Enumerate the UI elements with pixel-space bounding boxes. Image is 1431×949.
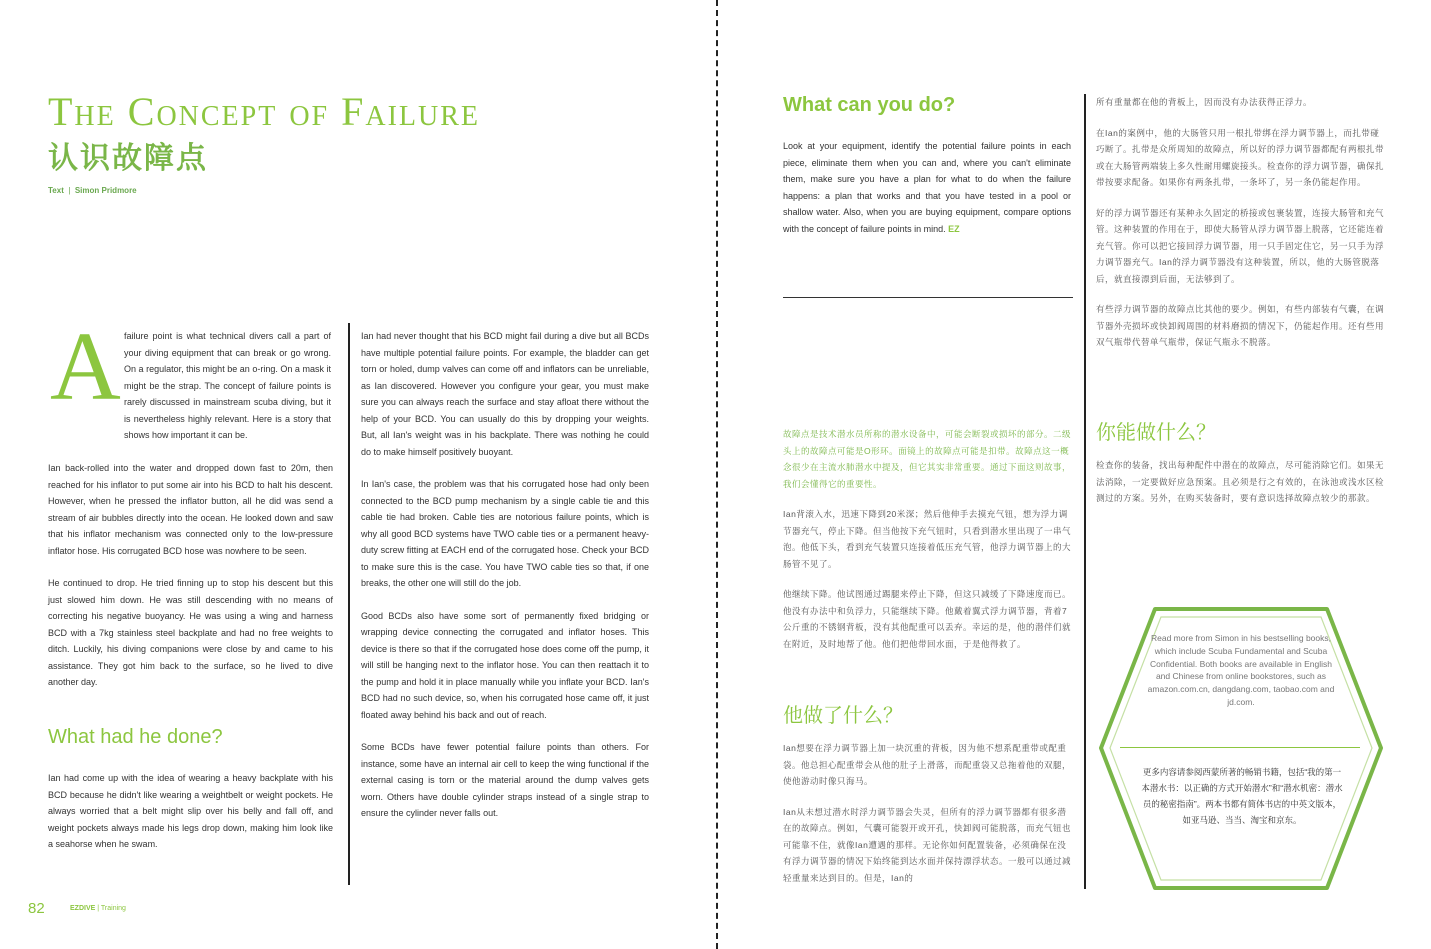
heading-what-can-you-do: What can you do? bbox=[783, 94, 956, 116]
byline-author: Simon Pridmore bbox=[74, 186, 137, 195]
paragraph-zh: Ian想要在浮力调节器上加一块沉重的背板，因为他不想系配重带或配重袋。他总担心配重带会从他的肚子上滑落，而配重袋又总拖着他的双腿，使他游动时像只海马。 bbox=[783, 743, 1072, 786]
chinese-column-1 bbox=[783, 426, 1071, 666]
paragraph: Good BCDs also have some sort of permanently fixed bridging or wrapping device connecting the corrugated and inflator hoses. This device is there so that if the corrugated hose does come off the pump, it will still be hanging next to the inflator hose. You can then reattach it to the pump and hold it in place manually while you inflate your BCD. Ian's BCD had no such device, so, when his corrugated hose came off, it just floated away behind his back and out of reach. bbox=[361, 610, 649, 720]
infobox-divider bbox=[1120, 747, 1360, 748]
paragraph-zh: 所有重量都在他的背板上，因而没有办法获得正浮力。 bbox=[1096, 97, 1313, 107]
paragraph: In Ian's case, the problem was that his corrugated hose had only been connected to the BCD pump mechanism by a single cable tie and this cable tie had broken. Cable ties are notorious failure points, which is why all good BCD systems have TWO cable ties or a permanent heavy-duty screw fitting at EACH end of the corrugated hose. Check your BCD to make sure this is the case. You have TWO cable ties so that, if one breaks, the other one will still do the job. bbox=[361, 479, 649, 588]
column-1 bbox=[48, 460, 333, 707]
paragraph-zh: 检查你的装备，找出每种配件中潜在的故障点，尽可能消除它们。如果无法消除，一定要做好应急预案。且必须是行之有效的，在泳池或浅水区检测过的方案。另外，在购买装备时，要有意识选择故障点较少的那款。 bbox=[1096, 460, 1385, 503]
article-title-zh: 认识故障点 bbox=[48, 141, 208, 176]
paragraph-zh: 有些浮力调节器的故障点比其他的要少。例如，有些内部装有气囊，在调节器外壳损坏或快卸阀周围的材料磨损的情况下，仍能起作用。还有些用双气瓶带代替单气瓶带，保证气瓶永不脱落。 bbox=[1096, 304, 1385, 347]
paragraph-zh: Ian从未想过潜水时浮力调节器会失灵，但所有的浮力调节器都有很多潜在的故障点。例如，气囊可能裂开或开孔，快卸阀可能脱落，而充气钮也可能靠不住，就像Ian遭遇的那样。无论你如何配置装备，必须确保在没有浮力调节器的情况下始终能到达水面并保持漂浮状态。一般可以通过减轻重量来达到目的。但是，Ian的 bbox=[783, 806, 1072, 883]
paragraph: Ian had come up with the idea of wearing a heavy backplate with his BCD because he didn't like wearing a weightbelt or weight pockets. He always worried that a belt might slip over his belly and fall off, and weight pockets always made his legs drop down, making him look like a seahorse when he swam. bbox=[48, 773, 333, 849]
page-number: 82 bbox=[28, 900, 45, 917]
footer-separator: | bbox=[97, 905, 100, 912]
footer bbox=[70, 905, 126, 912]
paragraph-intro: failure point is what technical divers call a part of your diving equipment that can break or go wrong. On a regulator, this might be an o-ring. On a mask it might be the strap. The concept of failure points is rarely discussed in mainstream scuba diving, but it is nevertheless highly relevant. Here is a story that shows how important it can be. bbox=[124, 331, 331, 440]
footer-section: Training bbox=[100, 905, 126, 912]
footer-brand: EZDIVE bbox=[70, 905, 96, 912]
chinese-column-1-lower bbox=[783, 740, 1071, 900]
chinese-column-2 bbox=[1096, 94, 1384, 365]
chinese-column-2-lower bbox=[1096, 457, 1384, 521]
column-1-intro bbox=[124, 328, 331, 460]
paragraph: Ian back-rolled into the water and dropped down fast to 20m, then reached for his inflator to put some air into his BCD to halt his descent. However, when he pressed the inflator button, all he did was send a stream of air bubbles directly into the ocean. He looked down and saw that his inflator mechanism was connected only to the low-pressure inflator hose. His corrugated BCD hose was nowhere to be seen. bbox=[48, 463, 333, 556]
infobox-text-zh: 更多内容请参阅西蒙所著的畅销书籍，包括“我的第一本潜水书：以正确的方式开始潜水”和“潜水机密：潜水员的秘密指南”。两本书都有简体书店的中英文版本，如亚马逊、当当、淘宝和京东。 bbox=[1141, 767, 1343, 825]
byline-separator: | bbox=[68, 186, 71, 195]
byline-label: Text bbox=[48, 186, 64, 195]
paragraph-zh: 好的浮力调节器还有某种永久固定的桥接或包裹装置，连接大肠管和充气管。这种装置的作用在于，即使大肠管从浮力调节器上脱落，它还能连着充气管。你可以把它接回浮力调节器，用一只手固定住它，另一只手为浮力调节器充气。Ian的浮力调节器没有这种装置，所以，他的大肠管脱落后，就直接漂到后面，无法够到了。 bbox=[1096, 207, 1385, 284]
paragraph: Some BCDs have fewer potential failure points than others. For instance, some have an internal air cell to keep the wing functional if the external casing is torn or the material around the dump valves gets worn. Others have double cylinder straps instead of a single strap to ensure the cylinder never falls out. bbox=[361, 742, 649, 818]
column-rule bbox=[348, 323, 350, 885]
page-fold-divider bbox=[716, 0, 718, 949]
column-1-lower bbox=[48, 770, 333, 869]
paragraph-zh: 故障点是技术潜水员所称的潜水设备中，可能会断裂或损坏的部分。二级头上的故障点可能是O形环。面镜上的故障点可能是扣带。故障点这一概念很少在主流水肺潜水中提及，但它其实非常重要。通过下面这则故事，我们会懂得它的重要性。 bbox=[783, 429, 1072, 489]
column-rule-right bbox=[1084, 94, 1086, 889]
heading-zh-what-did-he-do: 他做了什么？ bbox=[783, 705, 903, 727]
byline bbox=[48, 186, 137, 195]
paragraph: He continued to drop. He tried finning up to stop his descent but this just slowed him down. He was still descending with no means of correcting his negative buoyancy. He was using a wing and harness BCD with a 7kg stainless steel backplate and had no free weights to ditch. Luckily, his diving companions were close by and came to his assistance. They got him back to the surface, so he lived to dive another day. bbox=[48, 578, 333, 687]
paragraph-zh: 他继续下降。他试图通过踢腿来停止下降，但这只减缓了下降速度而已。他没有办法中和负浮力，只能继续下降。他戴着翼式浮力调节器，背着7公斤重的不锈钢背板，没有其他配重可以丢弃。幸运的是，他的潜伴们就在附近，及时地帮了他。他们把他带回水面，于是他得救了。 bbox=[783, 589, 1072, 649]
paragraph-zh: Ian背滚入水，迅速下降到20米深；然后他伸手去摸充气钮，想为浮力调节器充气，停止下降。但当他按下充气钮时，只看到潜水里出现了一串气泡。他低下头，看到充气装置只连接着低压充气管，他浮力调节器上的大肠管不见了。 bbox=[783, 509, 1072, 569]
infobox-text-en: Read more from Simon in his bestselling books, which include Scuba Fundamental and Scuba Confidential. Both books are available in English and Chinese from online bookstores, such as amazon.com.cn, dangdang.com, taobao.com and jd.com. bbox=[1147, 633, 1335, 707]
article-title-en: The Concept of Failure bbox=[48, 89, 481, 134]
paragraph-text: Look at your equipment, identify the potential failure points in each piece, eliminate them when you can and, where you can't eliminate them, make sure you have a plan for what to do when the failure happens: a plan that works and that you have tested in a pool or shallow water. Also, when you are buying equipment, compare options with the concept of failure points in mind. bbox=[783, 141, 1071, 234]
drop-cap: A bbox=[50, 313, 121, 421]
section-divider bbox=[783, 297, 1073, 298]
column-2 bbox=[361, 328, 649, 838]
heading-what-had-he-done: What had he done? bbox=[48, 726, 223, 748]
what-can-you-do-text bbox=[783, 138, 1071, 237]
paragraph bbox=[783, 138, 1071, 237]
paragraph-zh: 在Ian的案例中，他的大肠管只用一根扎带绑在浮力调节器上，而扎带碰巧断了。扎带是众所周知的故障点，所以好的浮力调节器都配有两根扎带或在大肠管两端装上多久性耐用螺旋接头。检查你的浮力调节器，确保扎带按要求配备。如果你有两条扎带，一条坏了，另一条仍能起作用。 bbox=[1096, 127, 1385, 187]
heading-zh-what-can-you-do: 你能做什么？ bbox=[1096, 422, 1216, 444]
paragraph: Ian had never thought that his BCD might fail during a dive but all BCDs have multiple potential failure points. For example, the bladder can get torn or holed, dump valves can come off and inflators can be unreliable, as Ian discovered. However you configure your gear, you must make sure you can always reach the surface and stay afloat there without the help of your BCD. You can usually do this by dropping your weights. But, all Ian's weight was in his backplate. There was nothing he could do to make himself positively buoyant. bbox=[361, 331, 649, 457]
end-mark: EZ bbox=[948, 223, 960, 234]
